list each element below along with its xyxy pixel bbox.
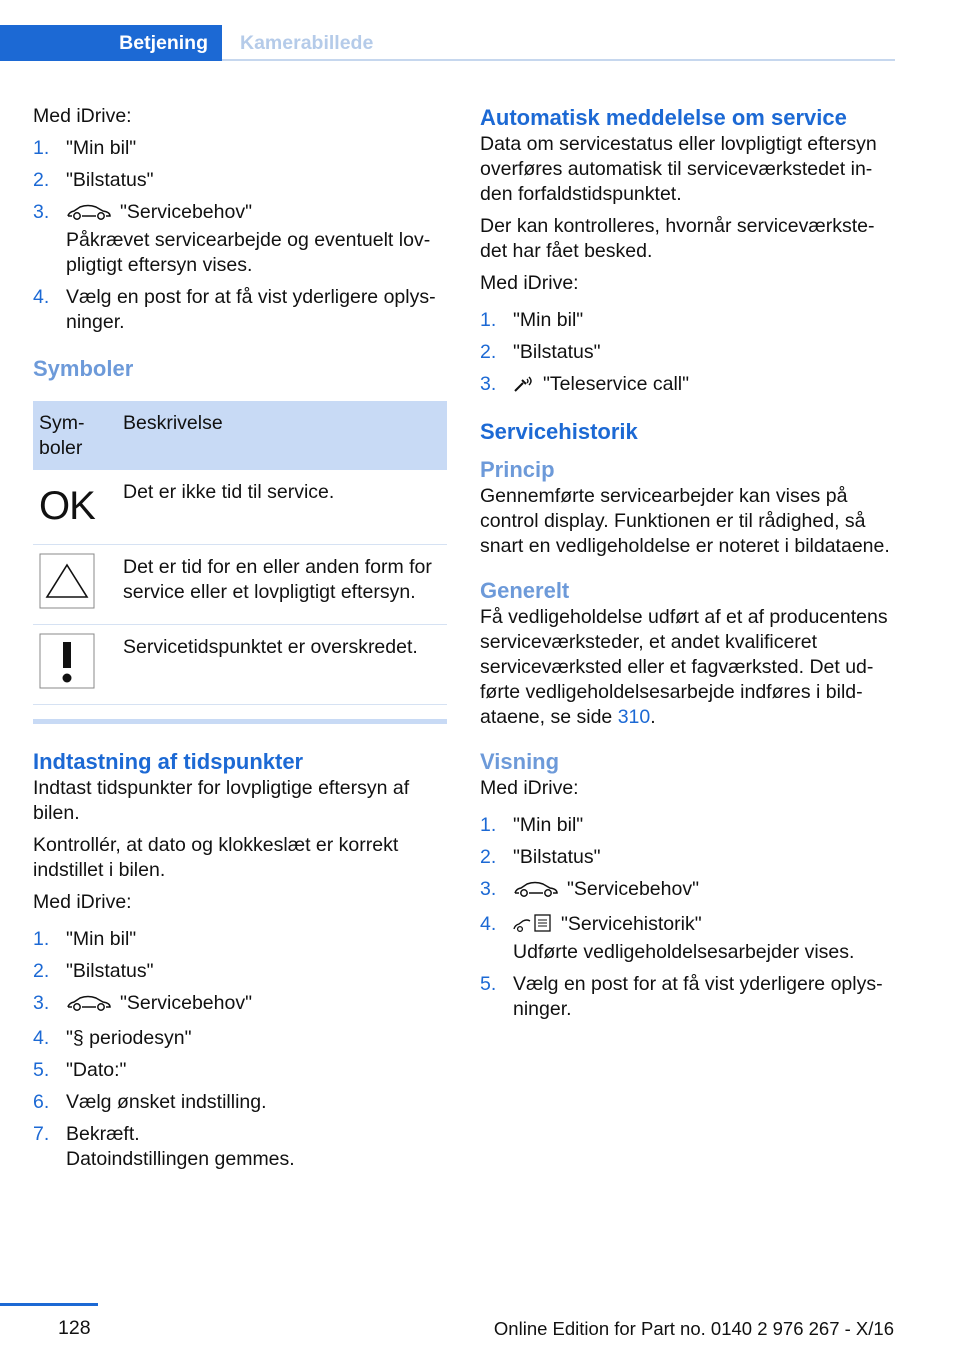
list-item: 2. "Bilstatus" xyxy=(480,341,601,363)
table-row: Det er tid for en eller anden form for service eller et lovpligtigt eftersyn. xyxy=(33,545,447,625)
list-item: 1. "Min bil" xyxy=(480,814,584,836)
list-item: 3. "Teleservice call" xyxy=(480,372,892,400)
list-item: 1. "Min bil" xyxy=(480,309,584,331)
general-heading: Generelt xyxy=(480,578,570,603)
entry-heading: Indtastning af tidspunkter xyxy=(33,749,304,774)
table-header-description: Beskrivelse xyxy=(117,401,447,470)
list-item: 3. "Servicebehov" xyxy=(480,877,892,905)
service-history-heading: Servicehistorik xyxy=(480,419,638,444)
right-column xyxy=(480,104,892,1029)
ok-icon: OK xyxy=(39,484,95,528)
list-item: 5. Vælg en post for at få vist yderligere oplysninger. xyxy=(480,973,883,1020)
page-number: 128 xyxy=(58,1317,91,1339)
list-item: 1. "Min bil" xyxy=(33,137,137,159)
auto-paragraph-1: Data om servicestatus eller lovpligtigt eftersyn overføres automatisk til serviceværkstedet inden forfaldstidspunktet. xyxy=(480,133,877,205)
list-item: 4. Vælg en post for at få vist yderligere oplysninger. xyxy=(33,286,436,333)
list-item: 3. "Servicebehov" xyxy=(33,991,447,1019)
table-bottom-rule xyxy=(33,719,447,724)
display-paragraph: Med iDrive: xyxy=(480,777,579,799)
edition-text: Online Edition for Part no. 0140 2 976 267 - X/16 xyxy=(493,1318,894,1339)
list-item: 2. "Bilstatus" xyxy=(480,846,601,868)
entry-paragraph-3: Med iDrive: xyxy=(33,891,132,913)
principle-paragraph: Gennemførte servicearbejder kan vises på control display. Funktionen er til rådighed, så snart en vedligeholdelse er noteret i bildataene. xyxy=(480,485,890,557)
car-service-icon xyxy=(66,994,112,1019)
page-link[interactable]: 310 xyxy=(617,706,651,728)
tab-kamerabillede[interactable]: Kamerabillede xyxy=(240,32,374,54)
list-item: 4. "§ periodesyn" xyxy=(33,1027,192,1049)
symbols-table xyxy=(33,401,447,705)
principle-heading: Princip xyxy=(480,457,555,482)
entry-paragraph-1: Indtast tidspunkter for lovpligtige eftersyn af bilen. xyxy=(33,777,410,824)
entry-paragraph-2: Kontrollér, at dato og klokkeslæt er korrekt indstillet i bilen. xyxy=(33,834,399,881)
list-item: 7. Bekræft. Datoindstillingen gemmes. xyxy=(33,1123,295,1170)
service-history-icon xyxy=(513,913,553,940)
wrench-signal-icon xyxy=(513,373,535,400)
table-row: Servicetidspunktet er overskredet. xyxy=(33,625,447,705)
exclamation-icon xyxy=(39,633,111,696)
car-service-icon xyxy=(513,880,559,905)
auto-paragraph-3: Med iDrive: xyxy=(480,272,579,294)
steps-list-2 xyxy=(33,927,447,1172)
tab-betjening[interactable]: Betjening xyxy=(0,25,222,61)
table-row: OK Det er ikke tid til service. xyxy=(33,470,447,545)
list-item: 5. "Dato:" xyxy=(33,1059,127,1081)
intro-text: Med iDrive: xyxy=(33,105,132,127)
steps-list-4 xyxy=(480,813,892,1022)
list-item: 6. Vælg ønsket indstilling. xyxy=(33,1091,267,1113)
steps-list-3 xyxy=(480,308,892,400)
car-service-icon xyxy=(66,203,112,228)
symbols-heading: Symboler xyxy=(33,356,134,381)
display-heading: Visning xyxy=(480,749,560,774)
list-item: 2. "Bilstatus" xyxy=(33,169,154,191)
header-rule xyxy=(222,59,895,61)
auto-paragraph-2: Der kan kontrolleres, hvornår serviceværkstedet har fået besked. xyxy=(480,215,875,262)
list-item: 4. "Servicehistorik" Udførte vedligeholdelsesarbejder vises. xyxy=(480,913,855,963)
list-item: 2. "Bilstatus" xyxy=(33,960,154,982)
list-item: 1. "Min bil" xyxy=(33,928,137,950)
auto-service-heading: Automatisk meddelelse om service xyxy=(480,105,847,130)
table-header-symbol: Symboler xyxy=(33,401,117,470)
warning-triangle-icon xyxy=(39,553,111,616)
left-column xyxy=(33,104,447,1179)
general-paragraph: Få vedligeholdelse udført af et af producentens serviceværksteder, et andet kvalificeret serviceværksted eller et fagværksted. Det udførte vedligeholdelsesarbejde indføres i bildataene, se side 310. xyxy=(480,606,888,728)
list-item: 3. "Servicebehov" Påkrævet servicearbejde og eventuelt lovpligtigt eftersyn vises. xyxy=(33,201,431,276)
footer-rule xyxy=(0,1303,98,1306)
header-tabs xyxy=(0,25,895,61)
steps-list-1 xyxy=(33,136,447,335)
